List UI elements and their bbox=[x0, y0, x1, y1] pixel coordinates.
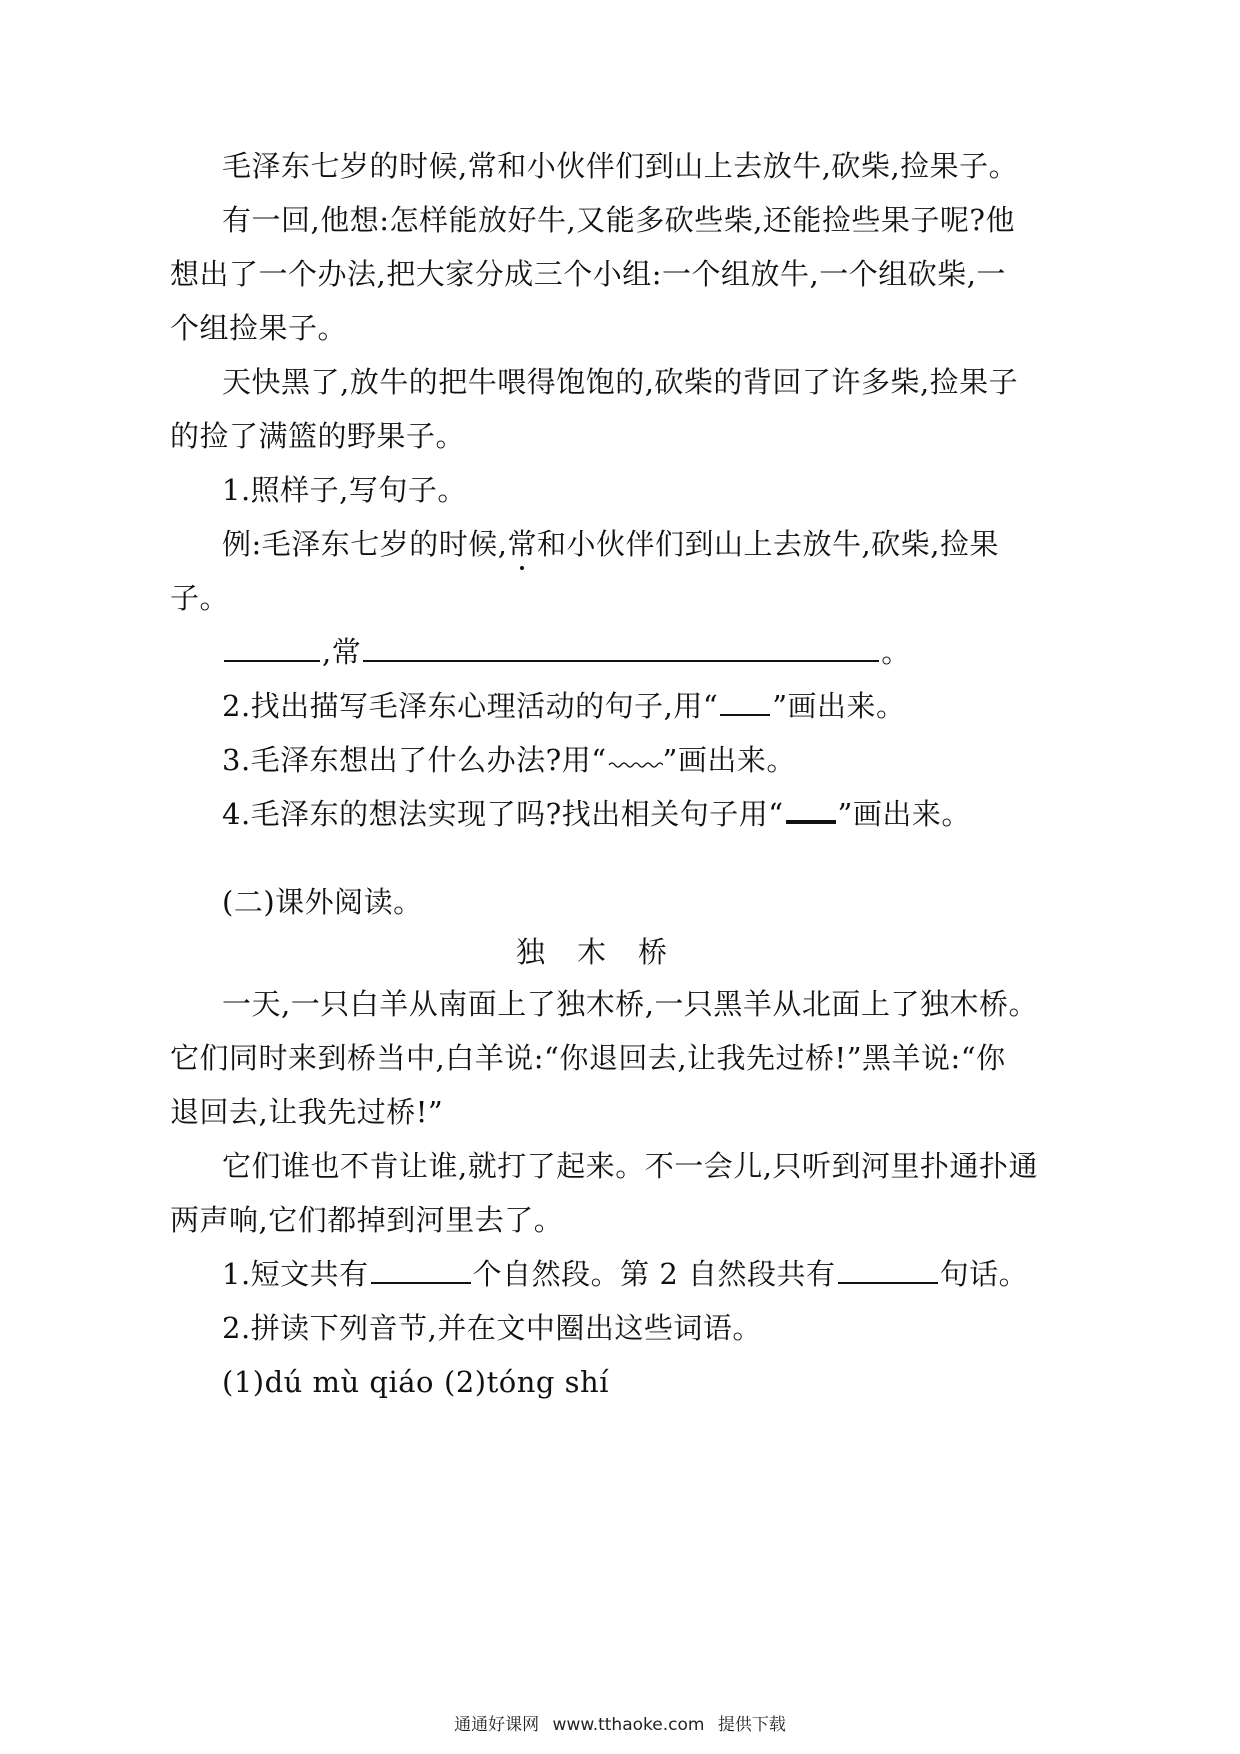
emphasis-dot-char: 常 bbox=[507, 527, 538, 561]
question-1: 1.照样子,写句子。 bbox=[222, 473, 467, 507]
question-2 bbox=[222, 688, 906, 724]
story-paragraph-1-line-3: 退回去,让我先过桥!” bbox=[170, 1095, 444, 1129]
example-rest: 和小伙伴们到山上去放牛,砍柴,捡果 bbox=[537, 527, 999, 561]
straight-line-mark bbox=[720, 713, 770, 716]
answer-blank-activity[interactable] bbox=[363, 659, 879, 662]
question-4-text: 4.毛泽东的想法实现了吗?找出相关句子用“ bbox=[222, 797, 784, 831]
footer-site-name: 通通好课网 bbox=[454, 1715, 540, 1735]
thick-line-mark bbox=[786, 819, 836, 824]
fill-mid-text: ,常 bbox=[322, 635, 362, 669]
story-title: 独木桥 bbox=[516, 935, 700, 969]
story-paragraph-1-line-2: 它们同时来到桥当中,白羊说:“你退回去,让我先过桥!”黑羊说:“你 bbox=[170, 1041, 1006, 1075]
question-4-end: ”画出来。 bbox=[837, 797, 971, 831]
example-prefix: 例:毛泽东七岁的时候, bbox=[222, 527, 508, 561]
passage-paragraph-2-line-2: 想出了一个办法,把大家分成三个小组:一个组放牛,一个组砍柴,一 bbox=[170, 257, 1006, 291]
question-3-end: ”画出来。 bbox=[662, 743, 796, 777]
passage-paragraph-3-line-2: 的捡了满篮的野果子。 bbox=[170, 419, 466, 453]
example-sentence-line-2: 子。 bbox=[170, 581, 230, 615]
answer-blank-sentence-count[interactable] bbox=[838, 1281, 938, 1284]
story-paragraph-2-line-1: 它们谁也不肯让谁,就打了起来。不一会儿,只听到河里扑通扑通 bbox=[222, 1149, 1038, 1183]
question-3-text: 3.毛泽东想出了什么办法?用“ bbox=[222, 743, 607, 777]
pinyin-item-2: (2)tóng shí bbox=[444, 1365, 609, 1399]
question-4 bbox=[222, 796, 971, 832]
page-footer bbox=[0, 1710, 1240, 1735]
passage-paragraph-2-line-3: 个组捡果子。 bbox=[170, 311, 348, 345]
story-question-1-part-c: 句话。 bbox=[939, 1257, 1029, 1291]
passage-paragraph-1: 毛泽东七岁的时候,常和小伙伴们到山上去放牛,砍柴,捡果子。 bbox=[222, 149, 1019, 183]
question-2-text: 2.找出描写毛泽东心理活动的句子,用“ bbox=[222, 689, 719, 723]
fill-in-sentence bbox=[222, 634, 911, 670]
story-question-1-part-b: 个自然段。第 2 自然段共有 bbox=[472, 1257, 836, 1291]
passage-paragraph-2-line-1: 有一回,他想:怎样能放好牛,又能多砍些柴,还能捡些果子呢?他 bbox=[222, 203, 1015, 237]
story-question-2: 2.拼读下列音节,并在文中圈出这些词语。 bbox=[222, 1311, 762, 1345]
pinyin-item-1: (1)dú mù qiáo bbox=[222, 1365, 435, 1399]
question-2-end: ”画出来。 bbox=[772, 689, 906, 723]
passage-paragraph-3-line-1: 天快黑了,放牛的把牛喂得饱饱的,砍柴的背回了许多柴,捡果子 bbox=[222, 365, 1019, 399]
wavy-line-mark bbox=[607, 755, 663, 769]
answer-blank-paragraph-count[interactable] bbox=[371, 1281, 471, 1284]
example-sentence-line-1 bbox=[222, 526, 999, 562]
story-paragraph-1-line-1: 一天,一只白羊从南面上了独木桥,一只黑羊从北面上了独木桥。 bbox=[222, 987, 1038, 1021]
footer-action: 提供下载 bbox=[717, 1715, 786, 1735]
answer-blank-time[interactable] bbox=[224, 659, 320, 662]
question-3 bbox=[222, 742, 796, 778]
footer-url[interactable]: www.tthaoke.com bbox=[552, 1715, 705, 1735]
section-heading: (二)课外阅读。 bbox=[222, 885, 423, 919]
story-paragraph-2-line-2: 两声响,它们都掉到河里去了。 bbox=[170, 1203, 564, 1237]
story-question-1 bbox=[222, 1256, 1028, 1292]
fill-end-text: 。 bbox=[881, 635, 911, 669]
story-question-1-part-a: 1.短文共有 bbox=[222, 1257, 369, 1291]
